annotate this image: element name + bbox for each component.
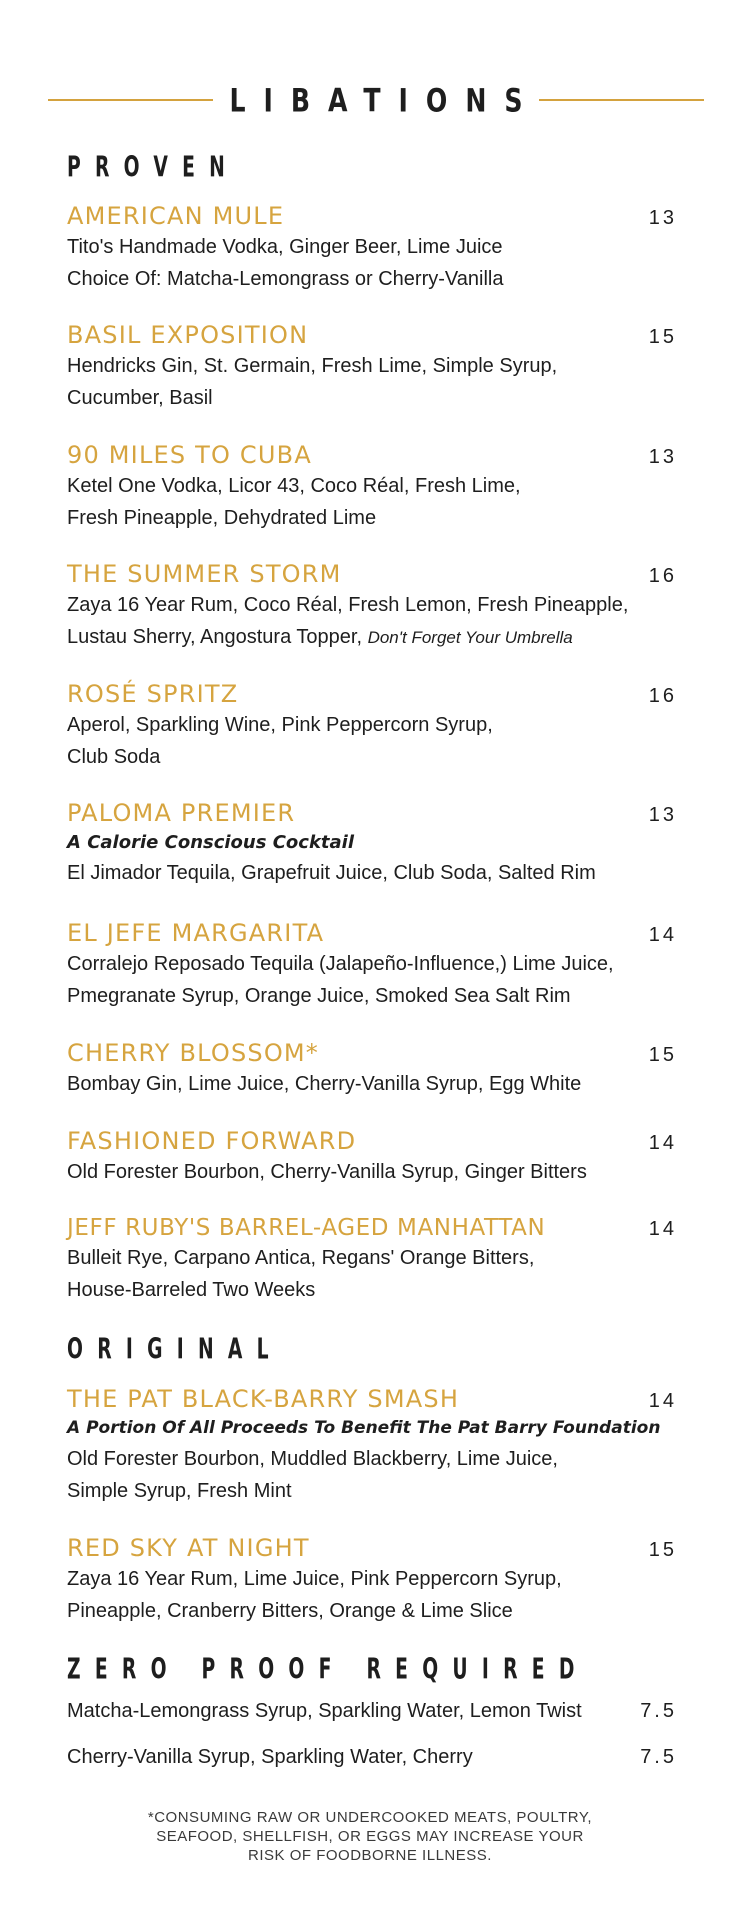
item-description (67, 470, 677, 534)
item-description (67, 1156, 677, 1188)
section-title-original: ORIGINAL (67, 1331, 283, 1366)
item-description (67, 1563, 677, 1627)
section-title-zero-proof: ZERO PROOF REQUIRED (67, 1651, 589, 1686)
item-price: 14 (648, 1218, 677, 1240)
item-description-line: Pineapple, Cranberry Bitters, Orange & Lime Slice (67, 1600, 513, 1622)
item-description (67, 1068, 677, 1100)
item-description-line: Fresh Pineapple, Dehydrated Lime (67, 507, 377, 529)
menu-item (67, 799, 677, 889)
item-name: RED SKY AT NIGHT (67, 1534, 310, 1562)
zero-proof-item (67, 1700, 677, 1723)
menu-item (67, 919, 677, 1012)
item-name: JEFF RUBY'S BARREL-AGED MANHATTAN (67, 1215, 546, 1241)
item-description (67, 857, 677, 889)
item-note: A Calorie Conscious Cocktail (67, 832, 355, 853)
zero-proof-description: Cherry-Vanilla Syrup, Sparkling Water, Cherry (67, 1746, 473, 1768)
menu-item (67, 1385, 677, 1507)
item-description-line: Corralejo Reposado Tequila (Jalapeño-Influence,) Lime Juice, (67, 953, 614, 975)
zero-proof-price: 7.5 (640, 1746, 677, 1768)
item-name: FASHIONED FORWARD (67, 1127, 357, 1155)
header-rule-left (48, 99, 213, 101)
item-description (67, 589, 677, 654)
item-description-italic: Don't Forget Your Umbrella (367, 628, 573, 647)
item-description-line: Bulleit Rye, Carpano Antica, Regans' Orange Bitters, (67, 1247, 535, 1269)
item-description-line: El Jimador Tequila, Grapefruit Juice, Club Soda, Salted Rim (67, 862, 596, 884)
section-title-proven: PROVEN (67, 149, 240, 184)
header-rule-right (539, 99, 704, 101)
menu-item (67, 560, 677, 654)
menu-item (67, 441, 677, 534)
item-description-line: Old Forester Bourbon, Cherry-Vanilla Syrup, Ginger Bitters (67, 1161, 587, 1183)
item-price: 15 (648, 1539, 677, 1561)
item-name: THE PAT BLACK-BARRY SMASH (67, 1385, 460, 1413)
menu-item (67, 202, 677, 295)
menu-item (67, 321, 677, 414)
item-description-text: Lustau Sherry, Angostura Topper, (67, 626, 363, 648)
item-name: BASIL EXPOSITION (67, 321, 309, 349)
menu-title: LIBATIONS (229, 81, 541, 119)
menu-item (67, 1534, 677, 1627)
item-price: 16 (648, 565, 677, 587)
item-price: 13 (648, 207, 677, 229)
item-price: 15 (648, 1044, 677, 1066)
item-name: CHERRY BLOSSOM* (67, 1039, 320, 1067)
item-description-line: Pmegranate Syrup, Orange Juice, Smoked Sea Salt Rim (67, 985, 571, 1007)
item-price: 14 (648, 924, 677, 946)
menu-item (67, 1215, 677, 1306)
item-description-line: Aperol, Sparkling Wine, Pink Peppercorn Syrup, (67, 714, 493, 736)
item-description (67, 709, 677, 773)
menu-item (67, 680, 677, 773)
menu-item (67, 1127, 677, 1188)
item-description-line: Hendricks Gin, St. Germain, Fresh Lime, Simple Syrup, (67, 355, 558, 377)
item-description (67, 1242, 677, 1306)
item-description-line: Club Soda (67, 746, 161, 768)
item-name: EL JEFE MARGARITA (67, 919, 325, 947)
zero-proof-item (67, 1746, 677, 1769)
item-price: 14 (648, 1132, 677, 1154)
item-name: ROSÉ SPRITZ (67, 680, 239, 708)
item-description-line: House-Barreled Two Weeks (67, 1279, 316, 1301)
disclaimer-line: *CONSUMING RAW OR UNDERCOOKED MEATS, POULTRY, (147, 1809, 593, 1826)
item-description-line: Simple Syrup, Fresh Mint (67, 1480, 292, 1502)
item-description-line: Zaya 16 Year Rum, Lime Juice, Pink Peppercorn Syrup, (67, 1568, 562, 1590)
disclaimer-line: SEAFOOD, SHELLFISH, OR EGGS MAY INCREASE YOUR (156, 1828, 584, 1845)
item-description (67, 350, 677, 414)
item-description (67, 1443, 677, 1507)
disclaimer-line: RISK OF FOODBORNE ILLNESS. (248, 1847, 492, 1864)
item-description-line: Ketel One Vodka, Licor 43, Coco Réal, Fresh Lime, (67, 475, 521, 497)
item-description-line: Cucumber, Basil (67, 387, 213, 409)
health-disclaimer (120, 1808, 620, 1865)
item-price: 13 (648, 446, 677, 468)
zero-proof-description: Matcha-Lemongrass Syrup, Sparkling Water, Lemon Twist (67, 1700, 582, 1722)
item-note: A Portion Of All Proceeds To Benefit The Pat Barry Foundation (67, 1418, 661, 1438)
zero-proof-price: 7.5 (640, 1700, 677, 1722)
item-description-line: Bombay Gin, Lime Juice, Cherry-Vanilla Syrup, Egg White (67, 1073, 582, 1095)
item-name: 90 MILES TO CUBA (67, 441, 312, 469)
item-name: AMERICAN MULE (67, 202, 285, 230)
menu-item (67, 1039, 677, 1100)
item-name: THE SUMMER STORM (67, 560, 342, 588)
item-description-line: Tito's Handmade Vodka, Ginger Beer, Lime Juice (67, 236, 503, 258)
item-description (67, 231, 677, 295)
item-description-line: Choice Of: Matcha-Lemongrass or Cherry-Vanilla (67, 268, 504, 290)
item-description-line (67, 621, 677, 654)
item-description (67, 948, 677, 1012)
item-name: PALOMA PREMIER (67, 799, 296, 827)
menu-header (48, 78, 704, 122)
item-price: 14 (648, 1390, 677, 1412)
item-description-line: Old Forester Bourbon, Muddled Blackberry, Lime Juice, (67, 1448, 558, 1470)
item-price: 13 (648, 804, 677, 826)
item-description-line: Zaya 16 Year Rum, Coco Réal, Fresh Lemon, Fresh Pineapple, (67, 594, 629, 616)
item-price: 16 (648, 685, 677, 707)
item-price: 15 (648, 326, 677, 348)
